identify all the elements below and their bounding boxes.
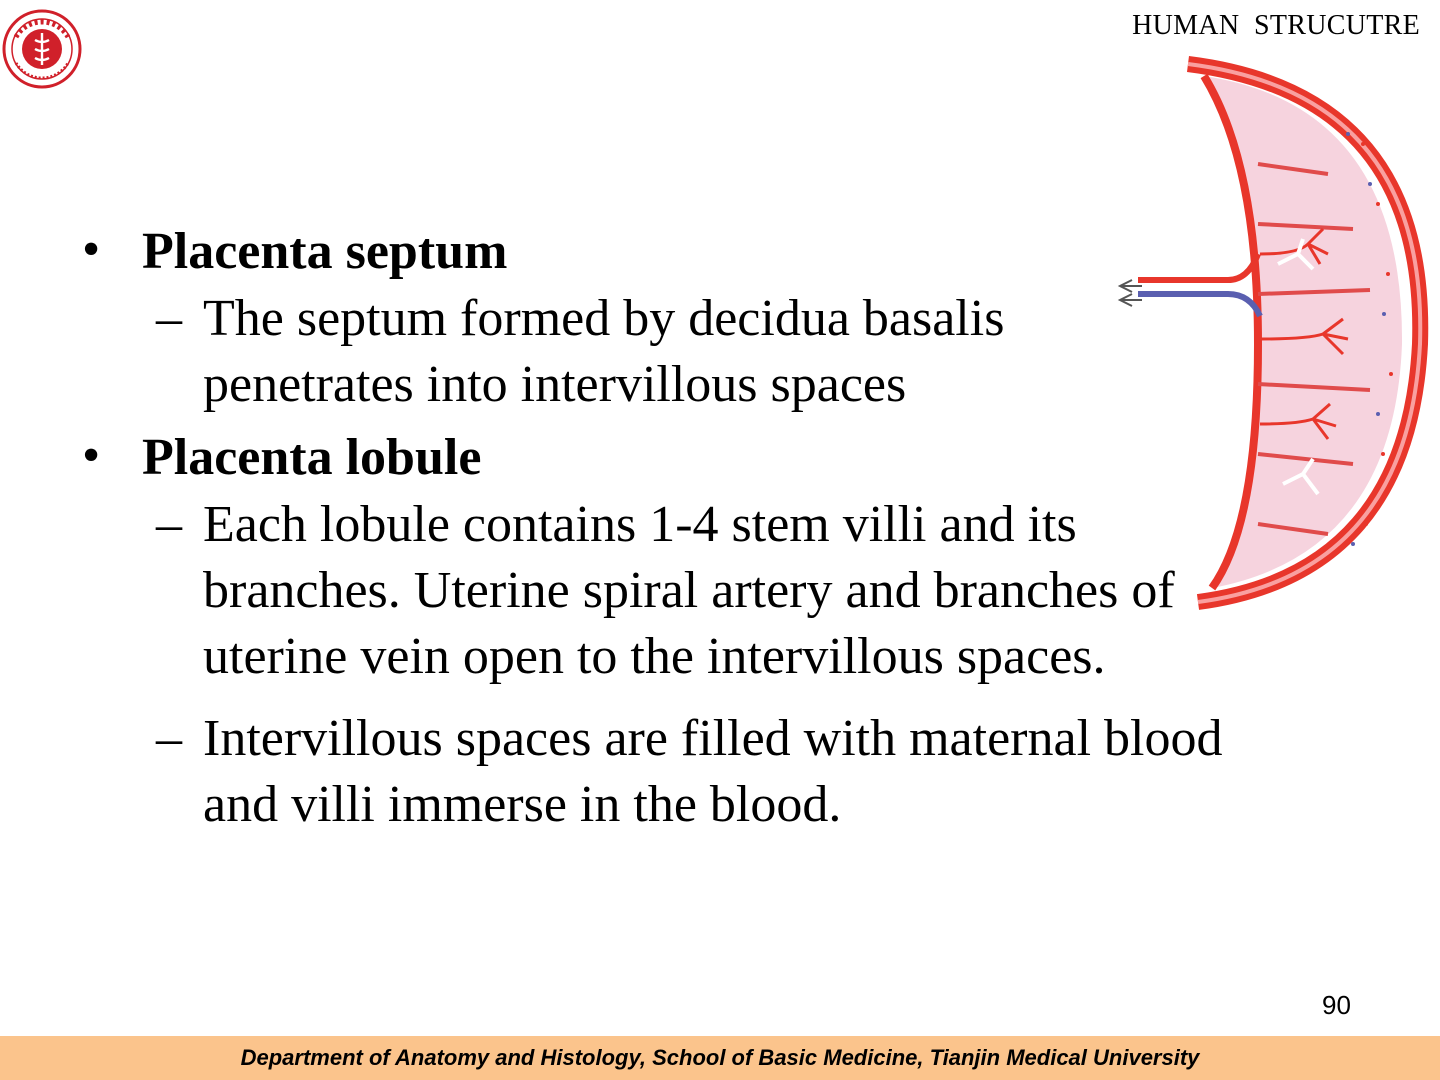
sub-bullet-line: The septum formed by decidua basalis bbox=[203, 290, 1005, 347]
sub-bullet-marker: – bbox=[156, 290, 182, 347]
sub-bullet-marker: – bbox=[156, 496, 182, 553]
sub-bullet-septum-description bbox=[82, 286, 1332, 418]
sub-bullet-line: and villi immerse in the blood. bbox=[203, 776, 842, 833]
bullet-placenta-septum bbox=[82, 220, 1332, 284]
bullet-marker: • bbox=[82, 221, 101, 278]
bullet-placenta-lobule bbox=[82, 426, 1332, 490]
page-number: 90 bbox=[1322, 990, 1351, 1020]
slide-header-title: HUMAN STRUCUTRE bbox=[1132, 10, 1420, 41]
footer-text: Department of Anatomy and Histology, School of Basic Medicine, Tianjin Medical University bbox=[240, 1045, 1200, 1070]
footer-bar bbox=[0, 1036, 1440, 1080]
university-seal-icon bbox=[2, 9, 82, 89]
sub-bullet-line: uterine vein open to the intervillous spaces. bbox=[203, 628, 1106, 685]
bullet-label: Placenta septum bbox=[142, 223, 508, 280]
sub-bullet-line: Each lobule contains 1-4 stem villi and its bbox=[203, 496, 1077, 553]
slide-body bbox=[82, 220, 1332, 838]
sub-bullet-intervillous-spaces bbox=[82, 706, 1332, 838]
sub-bullet-line: branches. Uterine spiral artery and branches of bbox=[203, 562, 1175, 619]
sub-bullet-line: penetrates into intervillous spaces bbox=[203, 356, 907, 413]
bullet-marker: • bbox=[82, 427, 101, 484]
sub-bullet-line: Intervillous spaces are filled with maternal blood bbox=[203, 710, 1223, 767]
sub-bullet-lobule-contents bbox=[82, 492, 1332, 690]
sub-bullet-marker: – bbox=[156, 710, 182, 767]
bullet-label: Placenta lobule bbox=[142, 429, 482, 486]
